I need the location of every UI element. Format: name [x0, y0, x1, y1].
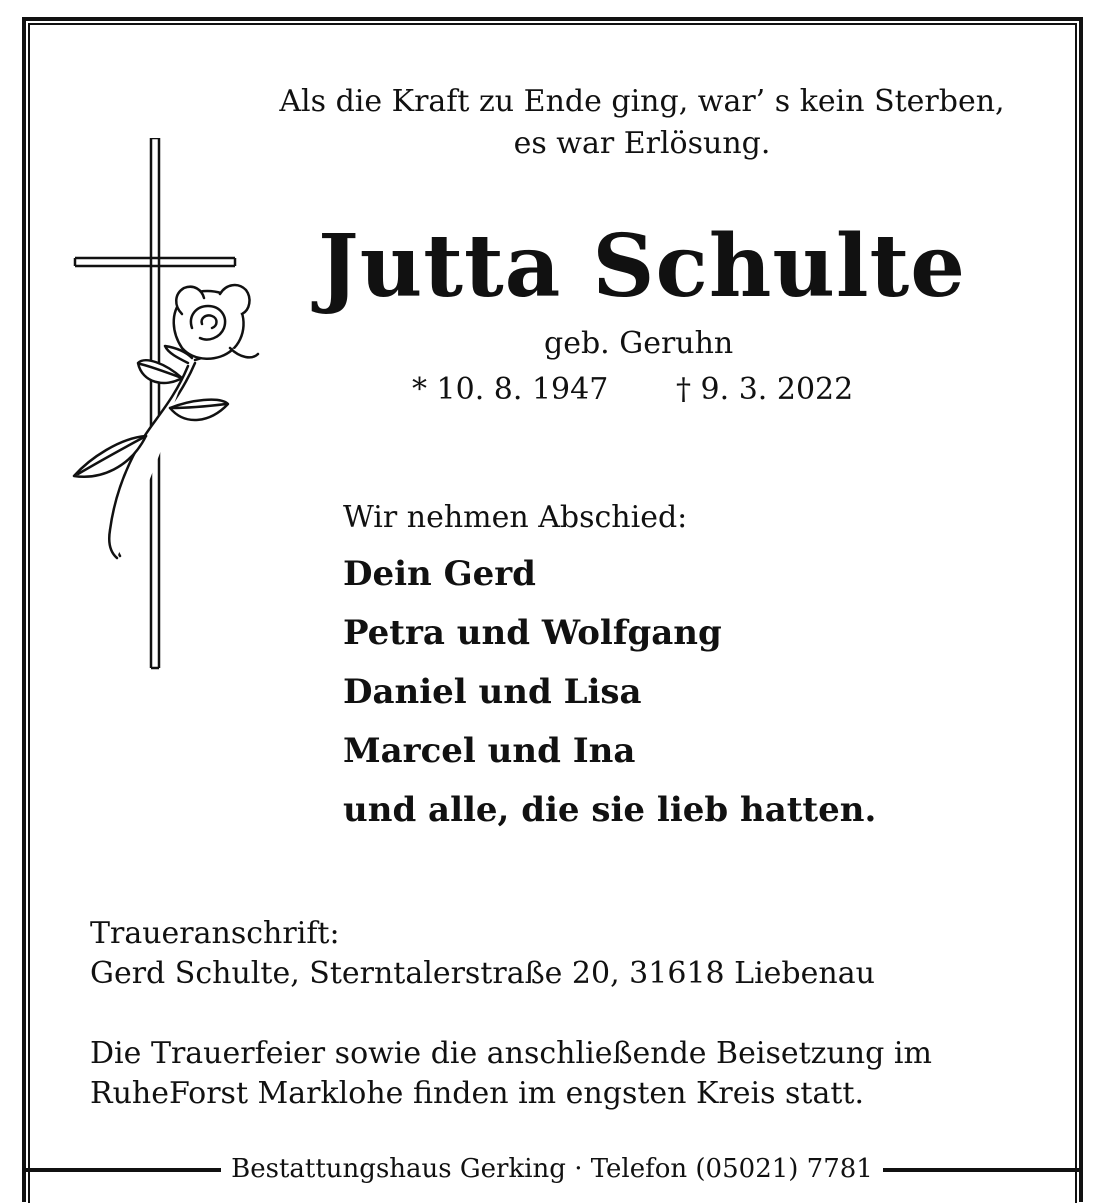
farewell-intro: Wir nehmen Abschied:	[343, 500, 688, 535]
motto-line-2: es war Erlösung.	[513, 126, 771, 161]
death-date: † 9. 3. 2022	[676, 372, 854, 407]
birth-date: * 10. 8. 1947	[412, 372, 609, 407]
maiden-name: geb. Geruhn	[544, 326, 734, 361]
ceremony-line-1: Die Trauerfeier sowie die anschließende Beisetzung im	[90, 1036, 932, 1071]
mourner-line: Dein Gerd	[343, 554, 536, 594]
ceremony-line-2: RuheForst Marklohe finden im engsten Kreis statt.	[90, 1076, 865, 1111]
footer	[0, 1154, 1104, 1184]
mourner-line: Petra und Wolfgang	[343, 613, 722, 653]
address-value: Gerd Schulte, Sterntalerstraße 20, 31618 Liebenau	[90, 956, 875, 991]
mourner-line: Marcel und Ina	[343, 731, 636, 771]
footer-text: Bestattungshaus Gerking · Telefon (05021) 7781	[221, 1154, 883, 1184]
deceased-name: Jutta Schulte	[318, 216, 966, 317]
motto-line-1: Als die Kraft zu Ende ging, war’ s kein Sterben,	[279, 84, 1005, 119]
mourner-line: Daniel und Lisa	[343, 672, 642, 712]
address-label: Traueranschrift:	[90, 916, 340, 951]
mourner-line: und alle, die sie lieb hatten.	[343, 790, 877, 830]
